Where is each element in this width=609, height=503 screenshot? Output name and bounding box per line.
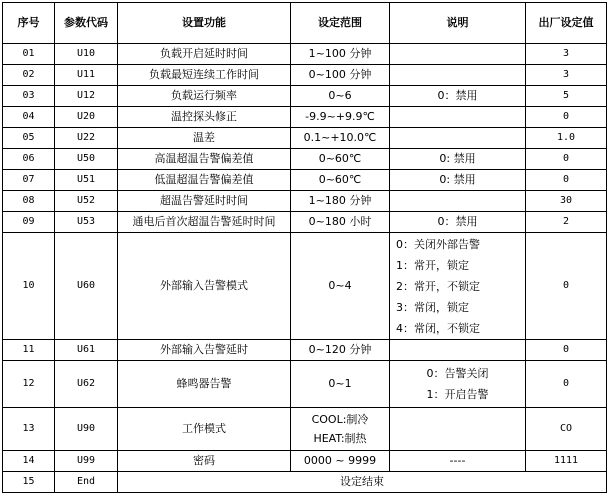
cell-default: CO bbox=[526, 408, 607, 451]
cell-seq: 15 bbox=[3, 472, 55, 493]
header-range: 设定范围 bbox=[291, 3, 390, 44]
end-label: 设定结束 bbox=[118, 472, 607, 493]
header-notes: 说明 bbox=[390, 3, 526, 44]
cell-default: 0 bbox=[526, 361, 607, 408]
cell-code: U51 bbox=[55, 170, 118, 191]
cell-seq: 12 bbox=[3, 361, 55, 408]
cell-notes bbox=[390, 233, 526, 340]
note-line: 3：常闭，锁定 bbox=[396, 300, 469, 314]
cell-function: 蜂鸣器告警 bbox=[118, 361, 291, 408]
header-code: 参数代码 bbox=[55, 3, 118, 44]
cell-seq: 09 bbox=[3, 212, 55, 233]
table-row bbox=[3, 233, 607, 340]
cell-notes bbox=[390, 44, 526, 65]
cell-default: 3 bbox=[526, 44, 607, 65]
cell-seq: 13 bbox=[3, 408, 55, 451]
cell-range: 0000 ~ 9999 bbox=[291, 451, 390, 472]
cell-range: -9.9~+9.9℃ bbox=[291, 107, 390, 128]
parameter-table bbox=[2, 2, 607, 493]
header-default: 出厂设定值 bbox=[526, 3, 607, 44]
cell-seq: 07 bbox=[3, 170, 55, 191]
cell-code: U22 bbox=[55, 128, 118, 149]
cell-function: 温控探头修正 bbox=[118, 107, 291, 128]
cell-seq: 08 bbox=[3, 191, 55, 212]
cell-default: 30 bbox=[526, 191, 607, 212]
note-line: 1：常开，锁定 bbox=[396, 258, 469, 272]
cell-default: 3 bbox=[526, 65, 607, 86]
cell-code: U62 bbox=[55, 361, 118, 408]
cell-default: 0 bbox=[526, 340, 607, 361]
cell-range: 0~100 分钟 bbox=[291, 65, 390, 86]
cell-default: 0 bbox=[526, 233, 607, 340]
cell-seq: 10 bbox=[3, 233, 55, 340]
cell-default: 0 bbox=[526, 149, 607, 170]
cell-seq: 01 bbox=[3, 44, 55, 65]
cell-range: 1~180 分钟 bbox=[291, 191, 390, 212]
cell-function: 负载运行频率 bbox=[118, 86, 291, 107]
cell-range: 0~120 分钟 bbox=[291, 340, 390, 361]
table-row bbox=[3, 212, 607, 233]
cell-seq: 06 bbox=[3, 149, 55, 170]
cell-seq: 14 bbox=[3, 451, 55, 472]
cell-notes: 0: 禁用 bbox=[390, 170, 526, 191]
cell-code: U20 bbox=[55, 107, 118, 128]
note-line: 1：开启告警 bbox=[426, 388, 489, 401]
cell-default: 1111 bbox=[526, 451, 607, 472]
cell-notes: 0: 禁用 bbox=[390, 149, 526, 170]
cell-default: 0 bbox=[526, 170, 607, 191]
cell-function: 工作模式 bbox=[118, 408, 291, 451]
cell-code: U50 bbox=[55, 149, 118, 170]
table-row bbox=[3, 340, 607, 361]
cell-function: 超温告警延时时间 bbox=[118, 191, 291, 212]
table-row bbox=[3, 44, 607, 65]
cell-range bbox=[291, 408, 390, 451]
cell-notes bbox=[390, 107, 526, 128]
cell-code: U99 bbox=[55, 451, 118, 472]
cell-range: 1~100 分钟 bbox=[291, 44, 390, 65]
cell-function: 温差 bbox=[118, 128, 291, 149]
header-seq: 序号 bbox=[3, 3, 55, 44]
note-line: 4：常闭，不锁定 bbox=[396, 321, 480, 335]
cell-function: 高温超温告警偏差值 bbox=[118, 149, 291, 170]
mode-line: HEAT:制热 bbox=[313, 432, 367, 445]
cell-default: 1.0 bbox=[526, 128, 607, 149]
cell-code: U53 bbox=[55, 212, 118, 233]
cell-default: 2 bbox=[526, 212, 607, 233]
table-row bbox=[3, 191, 607, 212]
cell-code: U11 bbox=[55, 65, 118, 86]
note-line: 0：告警关闭 bbox=[426, 367, 489, 380]
table-row bbox=[3, 472, 607, 493]
header-row bbox=[3, 3, 607, 44]
cell-function: 低温超温告警偏差值 bbox=[118, 170, 291, 191]
cell-notes bbox=[390, 408, 526, 451]
cell-code: U90 bbox=[55, 408, 118, 451]
cell-range: 0~6 bbox=[291, 86, 390, 107]
cell-function: 负载开启延时时间 bbox=[118, 44, 291, 65]
cell-function: 外部输入告警延时 bbox=[118, 340, 291, 361]
cell-notes bbox=[390, 128, 526, 149]
cell-range: 0~180 小时 bbox=[291, 212, 390, 233]
table-row bbox=[3, 451, 607, 472]
cell-code: U60 bbox=[55, 233, 118, 340]
cell-function: 负载最短连续工作时间 bbox=[118, 65, 291, 86]
cell-code: U52 bbox=[55, 191, 118, 212]
cell-seq: 02 bbox=[3, 65, 55, 86]
note-line: 0：关闭外部告警 bbox=[396, 237, 480, 251]
cell-seq: 03 bbox=[3, 86, 55, 107]
table-row bbox=[3, 361, 607, 408]
cell-range: 0~60℃ bbox=[291, 170, 390, 191]
cell-notes bbox=[390, 361, 526, 408]
cell-notes: ---- bbox=[390, 451, 526, 472]
cell-function: 密码 bbox=[118, 451, 291, 472]
cell-default: 5 bbox=[526, 86, 607, 107]
cell-code: U10 bbox=[55, 44, 118, 65]
table-row bbox=[3, 149, 607, 170]
mode-line: COOL:制冷 bbox=[311, 413, 369, 426]
cell-code: U12 bbox=[55, 86, 118, 107]
cell-notes bbox=[390, 191, 526, 212]
cell-seq: 11 bbox=[3, 340, 55, 361]
cell-notes bbox=[390, 340, 526, 361]
table-row bbox=[3, 86, 607, 107]
cell-default: 0 bbox=[526, 107, 607, 128]
cell-range: 0~1 bbox=[291, 361, 390, 408]
table-row bbox=[3, 170, 607, 191]
cell-function: 外部输入告警模式 bbox=[118, 233, 291, 340]
cell-seq: 05 bbox=[3, 128, 55, 149]
cell-seq: 04 bbox=[3, 107, 55, 128]
cell-code: End bbox=[55, 472, 118, 493]
cell-notes bbox=[390, 65, 526, 86]
table-row bbox=[3, 65, 607, 86]
cell-function: 通电后首次超温告警延时时间 bbox=[118, 212, 291, 233]
note-line: 2：常开，不锁定 bbox=[396, 279, 480, 293]
table-row bbox=[3, 408, 607, 451]
cell-range: 0~4 bbox=[291, 233, 390, 340]
cell-code: U61 bbox=[55, 340, 118, 361]
cell-range: 0.1~+10.0℃ bbox=[291, 128, 390, 149]
header-function: 设置功能 bbox=[118, 3, 291, 44]
cell-notes: 0：禁用 bbox=[390, 86, 526, 107]
table-row bbox=[3, 128, 607, 149]
cell-notes: 0：禁用 bbox=[390, 212, 526, 233]
cell-range: 0~60℃ bbox=[291, 149, 390, 170]
table-row bbox=[3, 107, 607, 128]
